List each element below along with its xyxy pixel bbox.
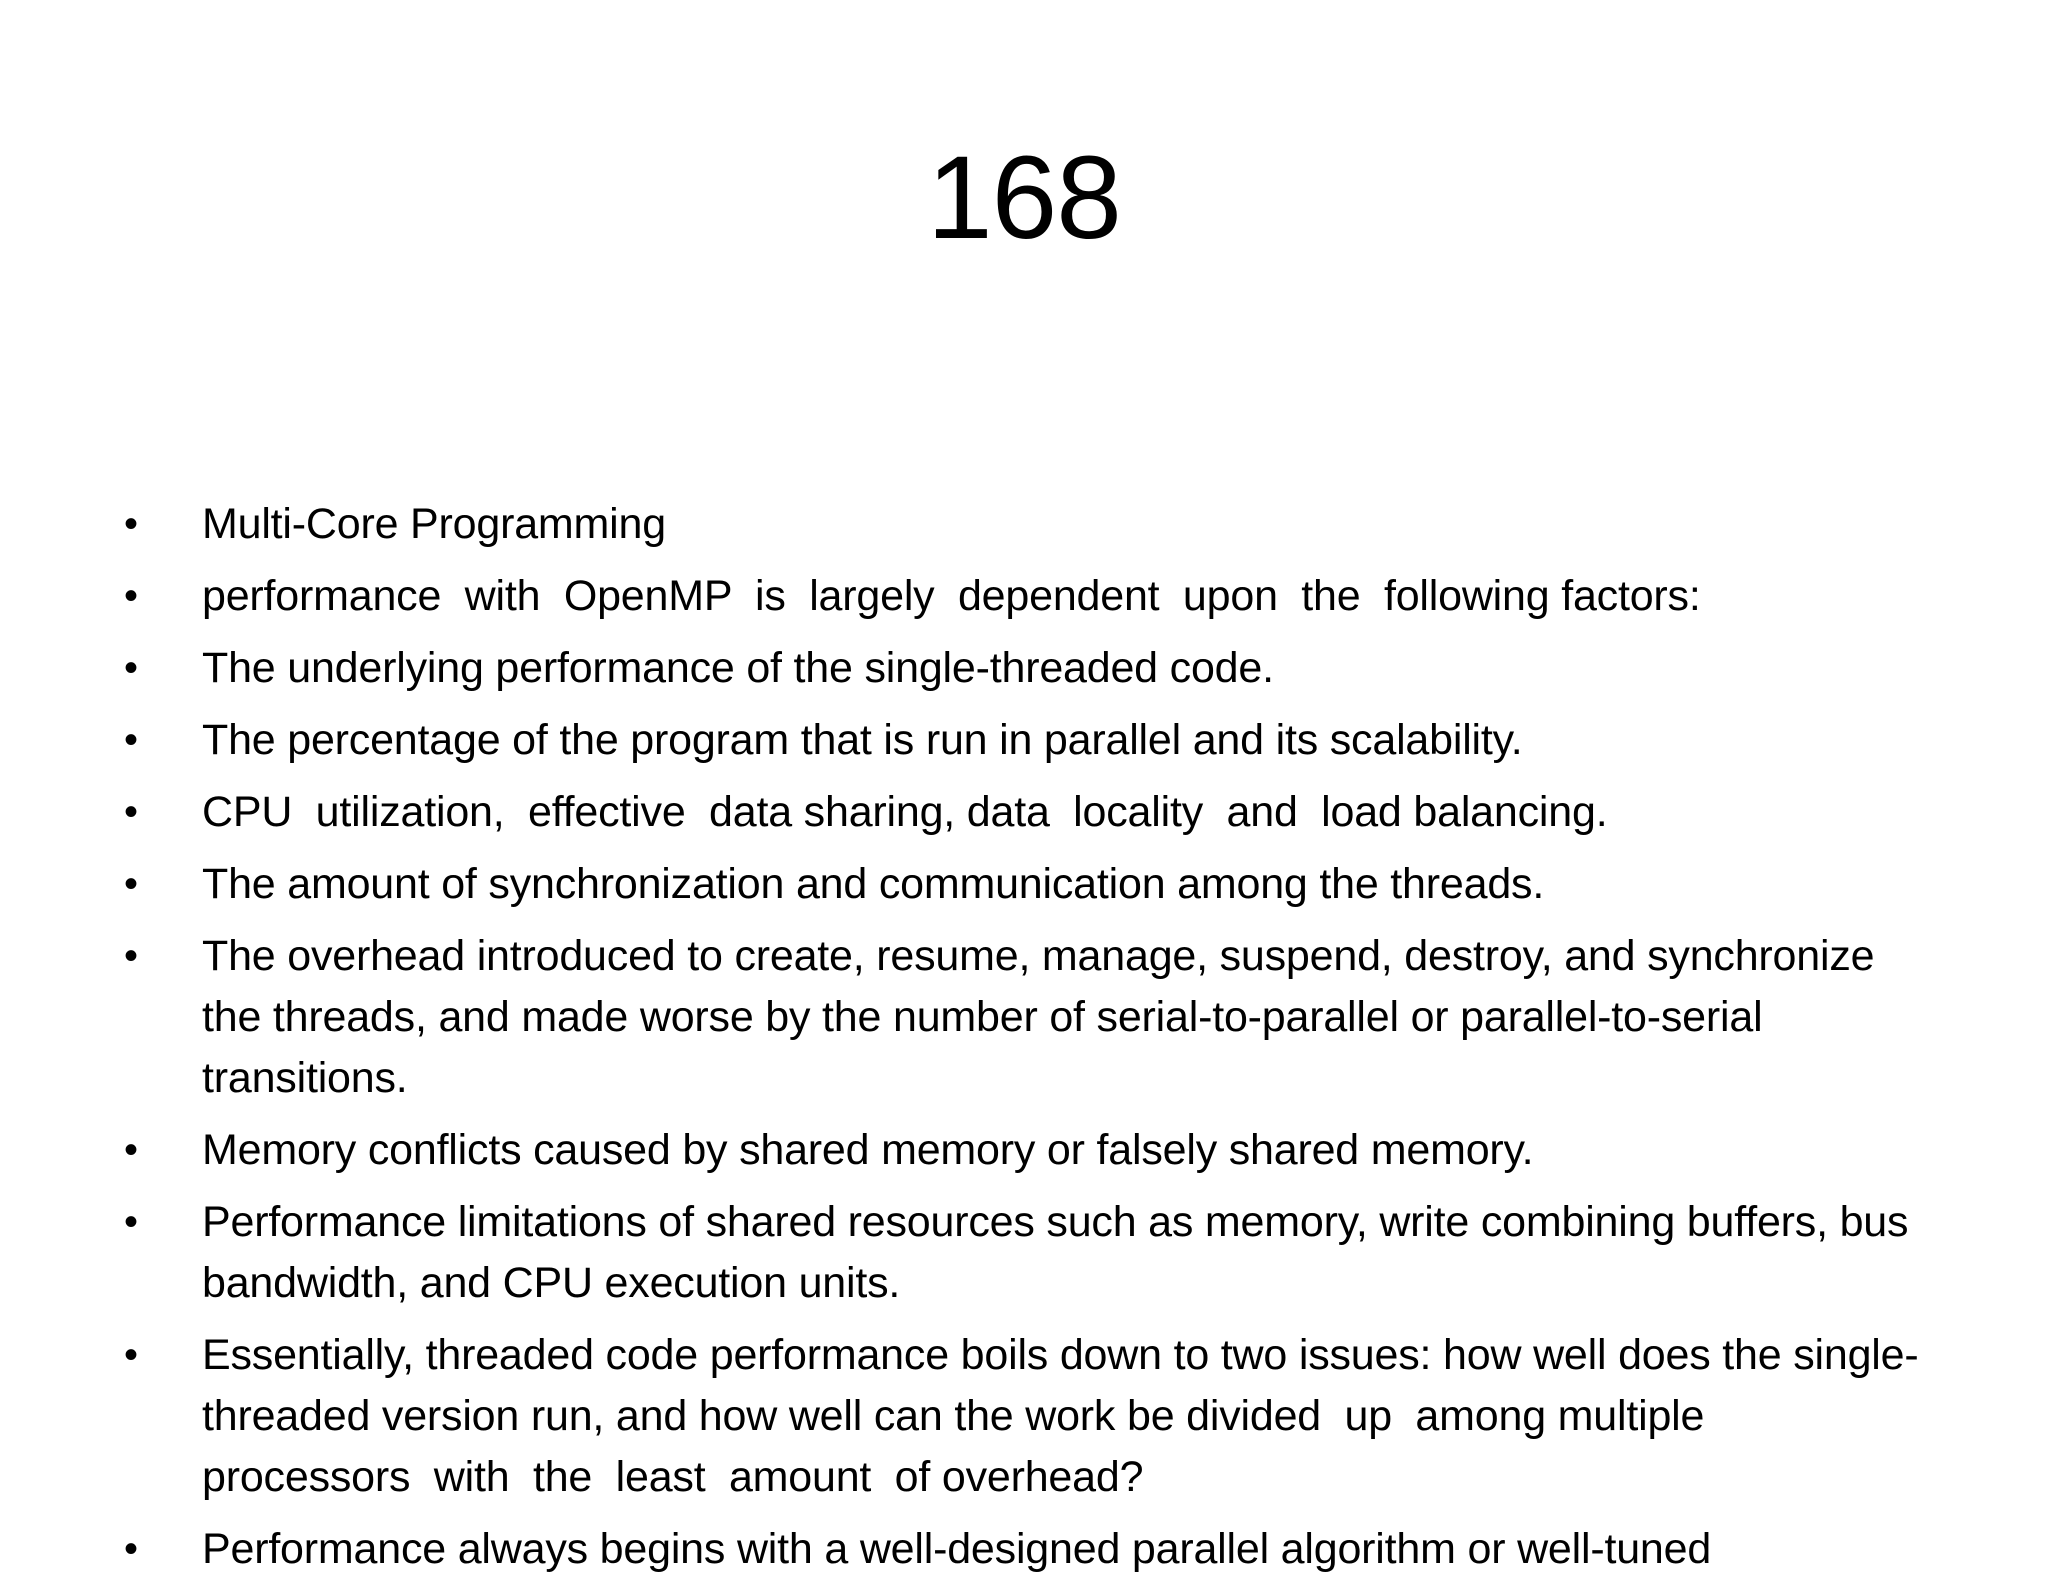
list-item — [124, 782, 1924, 843]
bullet-text: The overhead introduced to create, resume, manage, suspend, destroy, and synchronize the threads, and made worse by the number of serial-to-parallel or parallel-to-serial transitions. — [202, 932, 1875, 1102]
list-item — [124, 1325, 1924, 1508]
list-item — [124, 566, 1924, 627]
bullet-text: Memory conflicts caused by shared memory or falsely shared memory. — [202, 1126, 1534, 1174]
bullet-text: The underlying performance of the single-threaded code. — [202, 644, 1274, 692]
bullet-icon: • — [124, 1128, 138, 1172]
bullet-text: The percentage of the program that is run in parallel and its scalability. — [202, 716, 1523, 764]
slide-title: 168 — [927, 132, 1121, 264]
bullet-icon: • — [124, 502, 138, 546]
bullet-text: Essentially, threaded code performance boils down to two issues: how well does the single-threaded version run, and how well can the work be divided up among multiple processors with the least amount of overhead? — [202, 1331, 1919, 1501]
bullet-text: Multi-Core Programming — [202, 500, 666, 548]
list-item — [124, 1519, 1924, 1580]
bullet-text: Performance always begins with a well-designed parallel algorithm or well-tuned — [202, 1525, 1712, 1573]
list-item — [124, 494, 1924, 555]
bullet-icon: • — [124, 646, 138, 690]
bullet-text: CPU utilization, effective data sharing, data locality and load balancing. — [202, 788, 1608, 836]
bullet-text: The amount of synchronization and communication among the threads. — [202, 860, 1545, 908]
bullet-icon: • — [124, 1527, 138, 1571]
bullet-icon: • — [124, 1333, 138, 1377]
bullet-text: Performance limitations of shared resources such as memory, write combining buffers, bus bandwidth, and CPU execution units. — [202, 1198, 1909, 1307]
list-item — [124, 710, 1924, 771]
bullet-text: performance with OpenMP is largely dependent upon the following factors: — [202, 572, 1701, 620]
list-item — [124, 638, 1924, 699]
list-item — [124, 854, 1924, 915]
bullet-icon: • — [124, 934, 138, 978]
bullet-icon: • — [124, 574, 138, 618]
bullet-icon: • — [124, 790, 138, 834]
list-item — [124, 926, 1924, 1109]
list-item — [124, 1120, 1924, 1181]
bullet-icon: • — [124, 862, 138, 906]
bullet-icon: • — [124, 718, 138, 762]
bullet-icon: • — [124, 1200, 138, 1244]
bullet-list — [124, 494, 1924, 1591]
list-item — [124, 1192, 1924, 1314]
